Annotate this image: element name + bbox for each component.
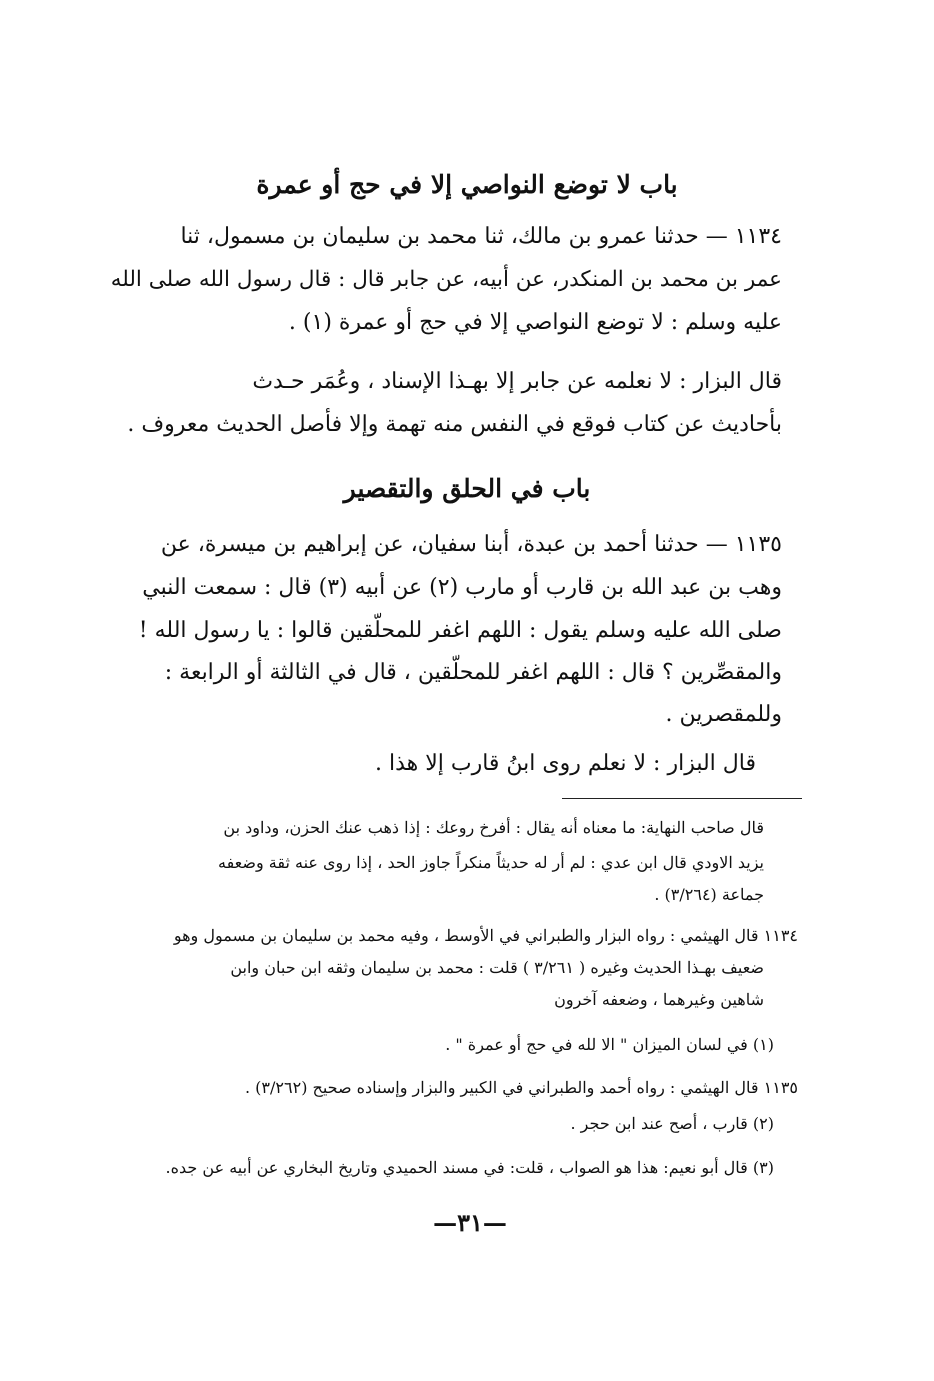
hadith-1135-line-5: وللمقصرين . bbox=[665, 702, 782, 727]
bazzar-comment-1134-line-1: قال البزار : لا نعلمه عن جابر إلا بهـذا الإسناد ، وعُمَر حـدث bbox=[252, 369, 782, 394]
hadith-1134-line-3: عليه وسلم : لا توضع النواصي إلا في حج أو عمرة (١) . bbox=[288, 310, 782, 335]
hadith-1135-line-2: وهب بن عبد الله بن قارب أو مارب (٢) عن أبيه (٣) قال : سمعت النبي bbox=[142, 575, 782, 600]
page-number: —٣١— bbox=[433, 1208, 507, 1237]
section-title-shaving-shortening: باب في الحلق والتقصير bbox=[343, 474, 591, 503]
hadith-1134-line-1: ١١٣٤ — حدثنا عمرو بن مالك، ثنا محمد بن سليمان بن مسمول، ثنا bbox=[180, 224, 782, 249]
footnote-line-1: قال صاحب النهاية: ما معناه أنه يقال : أفرخ روعك : إذا ذهب عنك الحزن، وداود بن bbox=[223, 818, 764, 837]
hadith-1135-line-3: صلى الله عليه وسلم يقول : اللهم اغفر للمحلّقين قالوا : يا رسول الله ! bbox=[138, 618, 782, 643]
footnote-ref-1: (١) في لسان الميزان " الا لله في حج أو عمرة " . bbox=[445, 1035, 774, 1054]
bazzar-comment-1134-line-2: بأحاديث عن كتاب فوقع في النفس منه تهمة وإلا فأصل الحديث معروف . bbox=[127, 412, 782, 437]
footnote-separator bbox=[562, 798, 802, 799]
footnote-1134-line-1: ١١٣٤ قال الهيثمي : رواه البزار والطبراني في الأوسط ، وفيه محمد بن سليمان بن مسمول وهو bbox=[173, 926, 798, 945]
bazzar-comment-1135: قال البزار : لا نعلم روى ابنُ قارب إلا هذا . bbox=[374, 751, 756, 776]
footnote-line-3: جماعة (٣/٢٦٤) . bbox=[654, 885, 764, 904]
footnote-1134-line-3: شاهين وغيرهما ، وضعفه آخرون bbox=[554, 990, 764, 1009]
section-title-no-forelocks: باب لا توضع النواصي إلا في حج أو عمرة bbox=[256, 170, 678, 199]
footnote-1135: ١١٣٥ قال الهيثمي : رواه أحمد والطبراني في الكبير والبزار وإسناده صحيح (٣/٢٦٢) . bbox=[245, 1078, 798, 1097]
hadith-1135-line-4: والمقصِّرين ؟ قال : اللهم اغفر للمحلّقين ، قال في الثالثة أو الرابعة : bbox=[164, 660, 782, 685]
footnote-ref-2: (٢) قارب ، أصح عند ابن حجر . bbox=[570, 1114, 774, 1133]
footnote-1134-line-2: ضعيف بهـذا الحديث وغيره ( ٣/٢٦١ ) قلت : محمد بن سليمان وثقه ابن حبان وابن bbox=[230, 958, 764, 977]
hadith-1134-line-2: عمر بن محمد بن المنكدر، عن أبيه، عن جابر قال : قال رسول الله صلى الله bbox=[110, 267, 782, 292]
footnote-line-2: يزيد الاودي قال ابن عدي : لم أر له حديثاً منكراً جاوز الحد ، إذا روى عنه ثقة وضعفه bbox=[217, 853, 764, 872]
hadith-1135-line-1: ١١٣٥ — حدثنا أحمد بن عبدة، أبنا سفيان، عن إبراهيم بن ميسرة، عن bbox=[160, 532, 782, 557]
footnote-ref-3: (٣) قال أبو نعيم: هذا هو الصواب ، قلت: في مسند الحميدي وتاريخ البخاري عن أبيه عن جده. bbox=[165, 1158, 774, 1177]
